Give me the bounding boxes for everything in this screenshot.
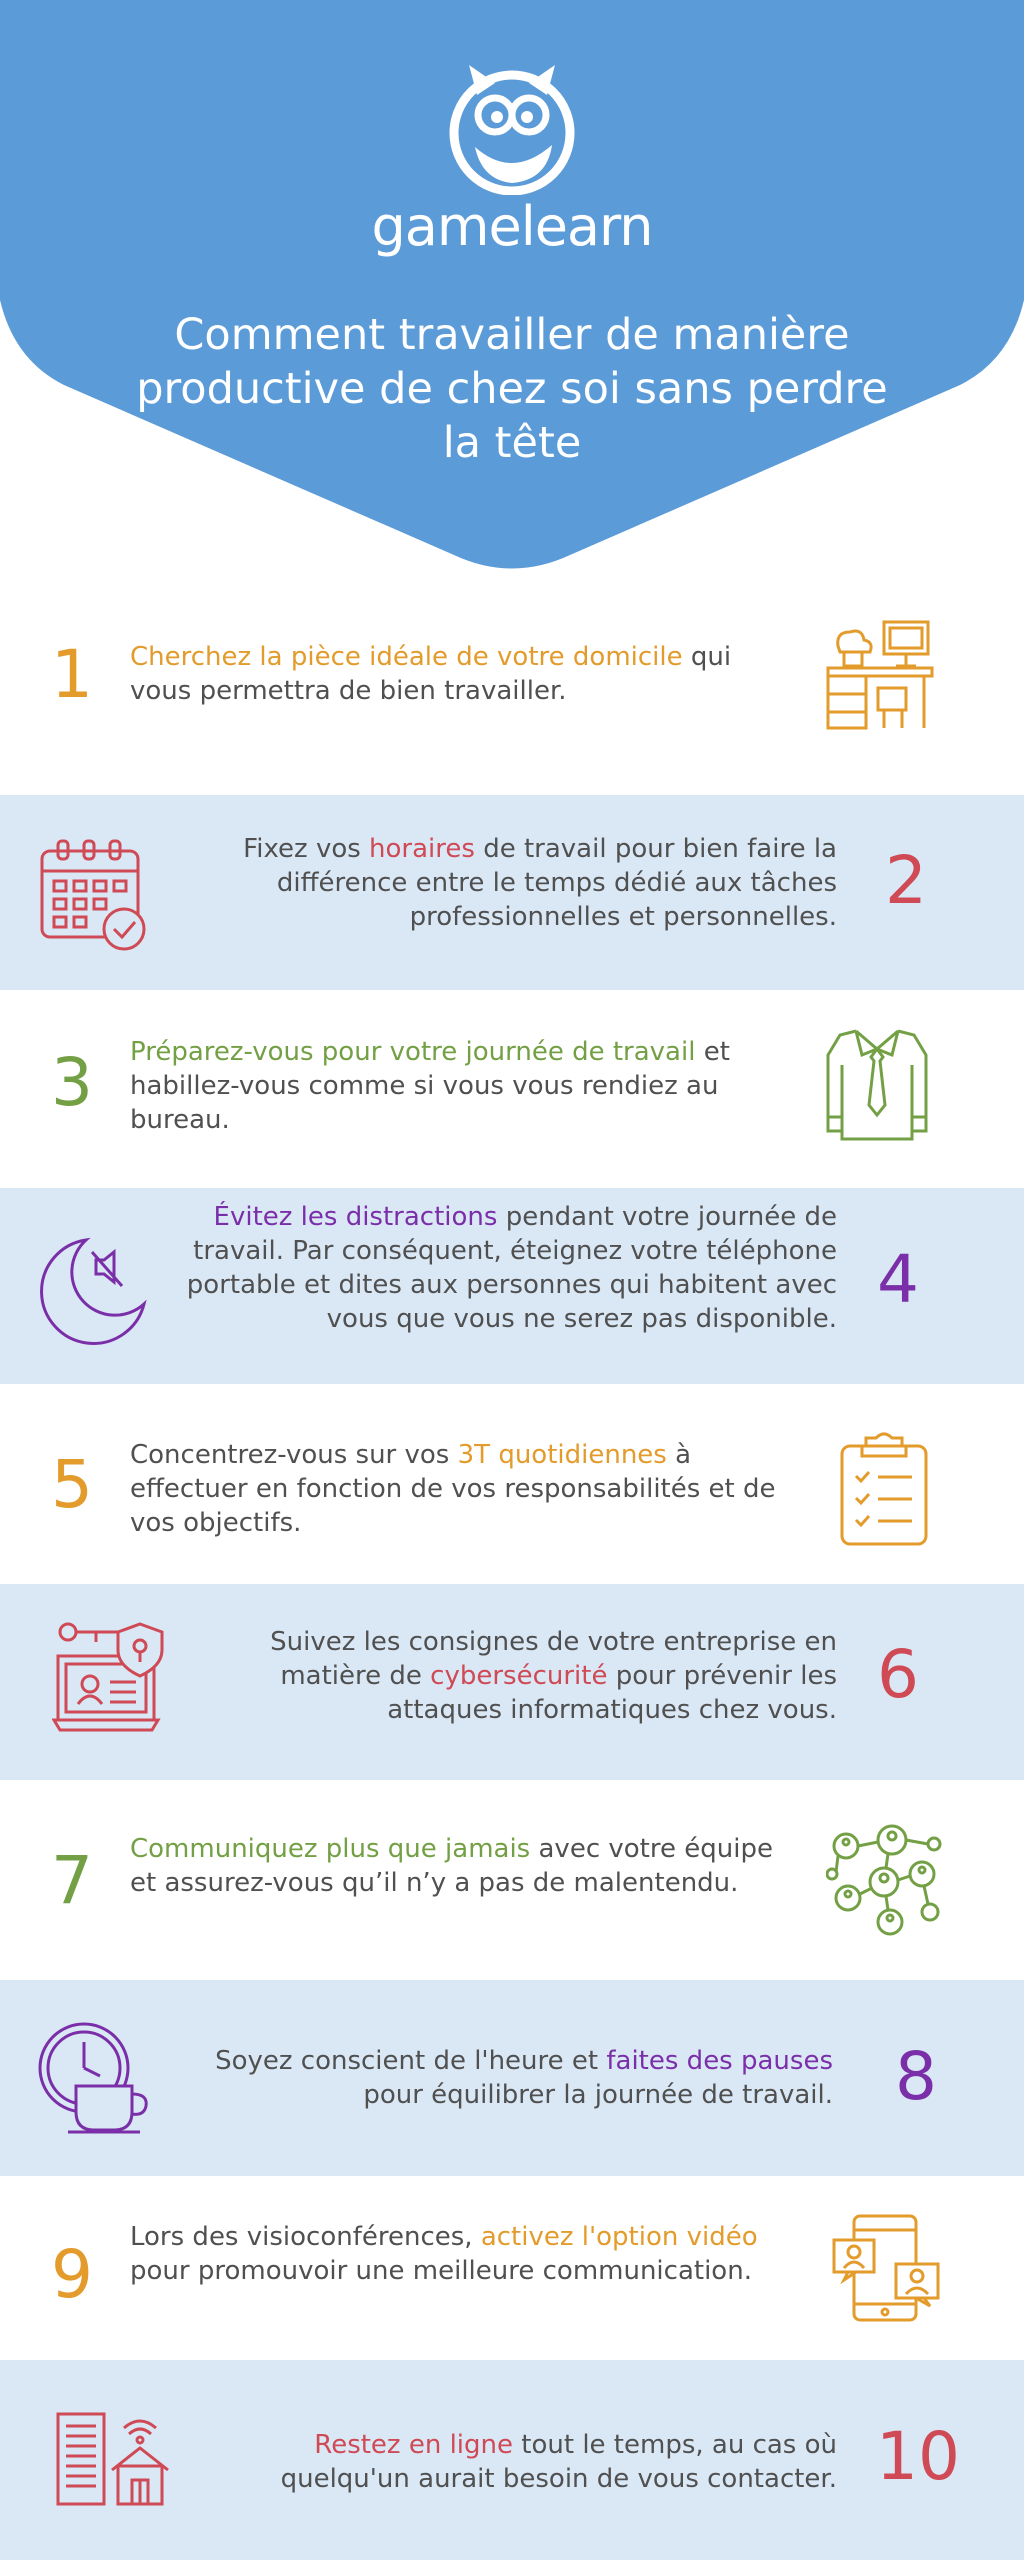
clock-cup-icon [36,2020,152,2140]
calendar-check-icon [36,837,151,956]
tip-number: 4 [877,1241,919,1318]
tip-pre: Suivez les consignes de votre entreprise en matière de [270,1627,837,1691]
tip-highlight: Préparez-vous pour votre journée de travail [130,1037,696,1067]
tip-text [190,2428,837,2496]
security-laptop-icon [52,1622,172,1744]
video-call-icon [830,2212,942,2328]
tip-pre: Fixez vos [243,834,370,864]
tip-text [130,1832,790,1900]
tip-highlight: 3T quotidiennes [457,1440,667,1470]
tip-number: 5 [51,1446,93,1523]
tip-number: 1 [51,636,93,713]
tip-number: 10 [876,2418,960,2495]
clipboard-checklist-icon [836,1432,932,1552]
tip-text [160,1200,837,1336]
tip-number: 9 [51,2236,93,2313]
owl-logo-icon [0,55,1024,199]
tip-highlight: Évitez les distractions [213,1202,498,1232]
tip-text [130,2220,790,2288]
wifi-home-icon [54,2408,174,2512]
tip-pre: Soyez conscient de l'heure et [215,2046,607,2076]
tip-highlight: horaires [369,834,475,864]
moon-mute-icon [34,1230,154,1354]
team-network-icon [826,1822,942,1942]
tip-highlight: activez l'option vidéo [480,2222,758,2252]
tip-highlight: Restez en ligne [314,2430,514,2460]
tip-rest: pour promouvoir une meilleure communication. [130,2256,752,2286]
tip-rest: pour prévenir les attaques informatiques chez vous. [387,1661,837,1725]
tip-number: 8 [895,2038,937,2115]
tip-rest: qui vous permettra de bien travailler. [130,642,732,706]
tip-text [190,2044,833,2112]
header [0,0,1024,580]
home-office-icon [822,618,937,737]
tip-pre: Concentrez-vous sur vos [130,1440,458,1470]
page-title: Comment travailler de manière productive de chez soi sans perdre la tête [136,310,888,468]
tip-pre: Lors des visioconférences, [130,2222,481,2252]
tip-rest: pour équilibrer la journée de travail. [363,2080,833,2110]
tip-text [130,1438,790,1540]
logo-wordmark: gamelearn [371,195,653,258]
tip-text [190,832,837,934]
tip-number: 6 [877,1636,919,1713]
tip-rest: à effectuer en fonction de vos responsabilités et de vos objectifs. [130,1440,776,1538]
tip-highlight: Communiquez plus que jamais [130,1834,531,1864]
tip-text [190,1625,837,1727]
tip-text [130,640,790,708]
tip-rest: avec votre équipe et assurez-vous qu’il n’y a pas de malentendu. [130,1834,773,1898]
shirt-tie-icon [822,1025,932,1149]
tip-rest: pendant votre journée de travail. Par conséquent, éteignez votre téléphone portable et dites aux personnes qui habitent avec vous que vous ne serez pas disponible. [186,1202,837,1334]
tip-rest: de travail pour bien faire la différence entre le temps dédié aux tâches professionnelles et personnelles. [276,834,837,932]
tip-highlight: Cherchez la pièce idéale de votre domicile [130,642,683,672]
tip-number: 2 [885,842,927,919]
tip-number: 3 [51,1044,93,1121]
tip-rest: tout le temps, au cas où quelqu'un aurait besoin de vous contacter. [280,2430,837,2494]
tip-text [130,1035,790,1137]
tip-highlight: faites des pauses [606,2046,833,2076]
tip-number: 7 [51,1842,93,1919]
tip-highlight: cybersécurité [430,1661,608,1691]
tip-rest: et habillez-vous comme si vous vous rendiez au bureau. [130,1037,730,1135]
